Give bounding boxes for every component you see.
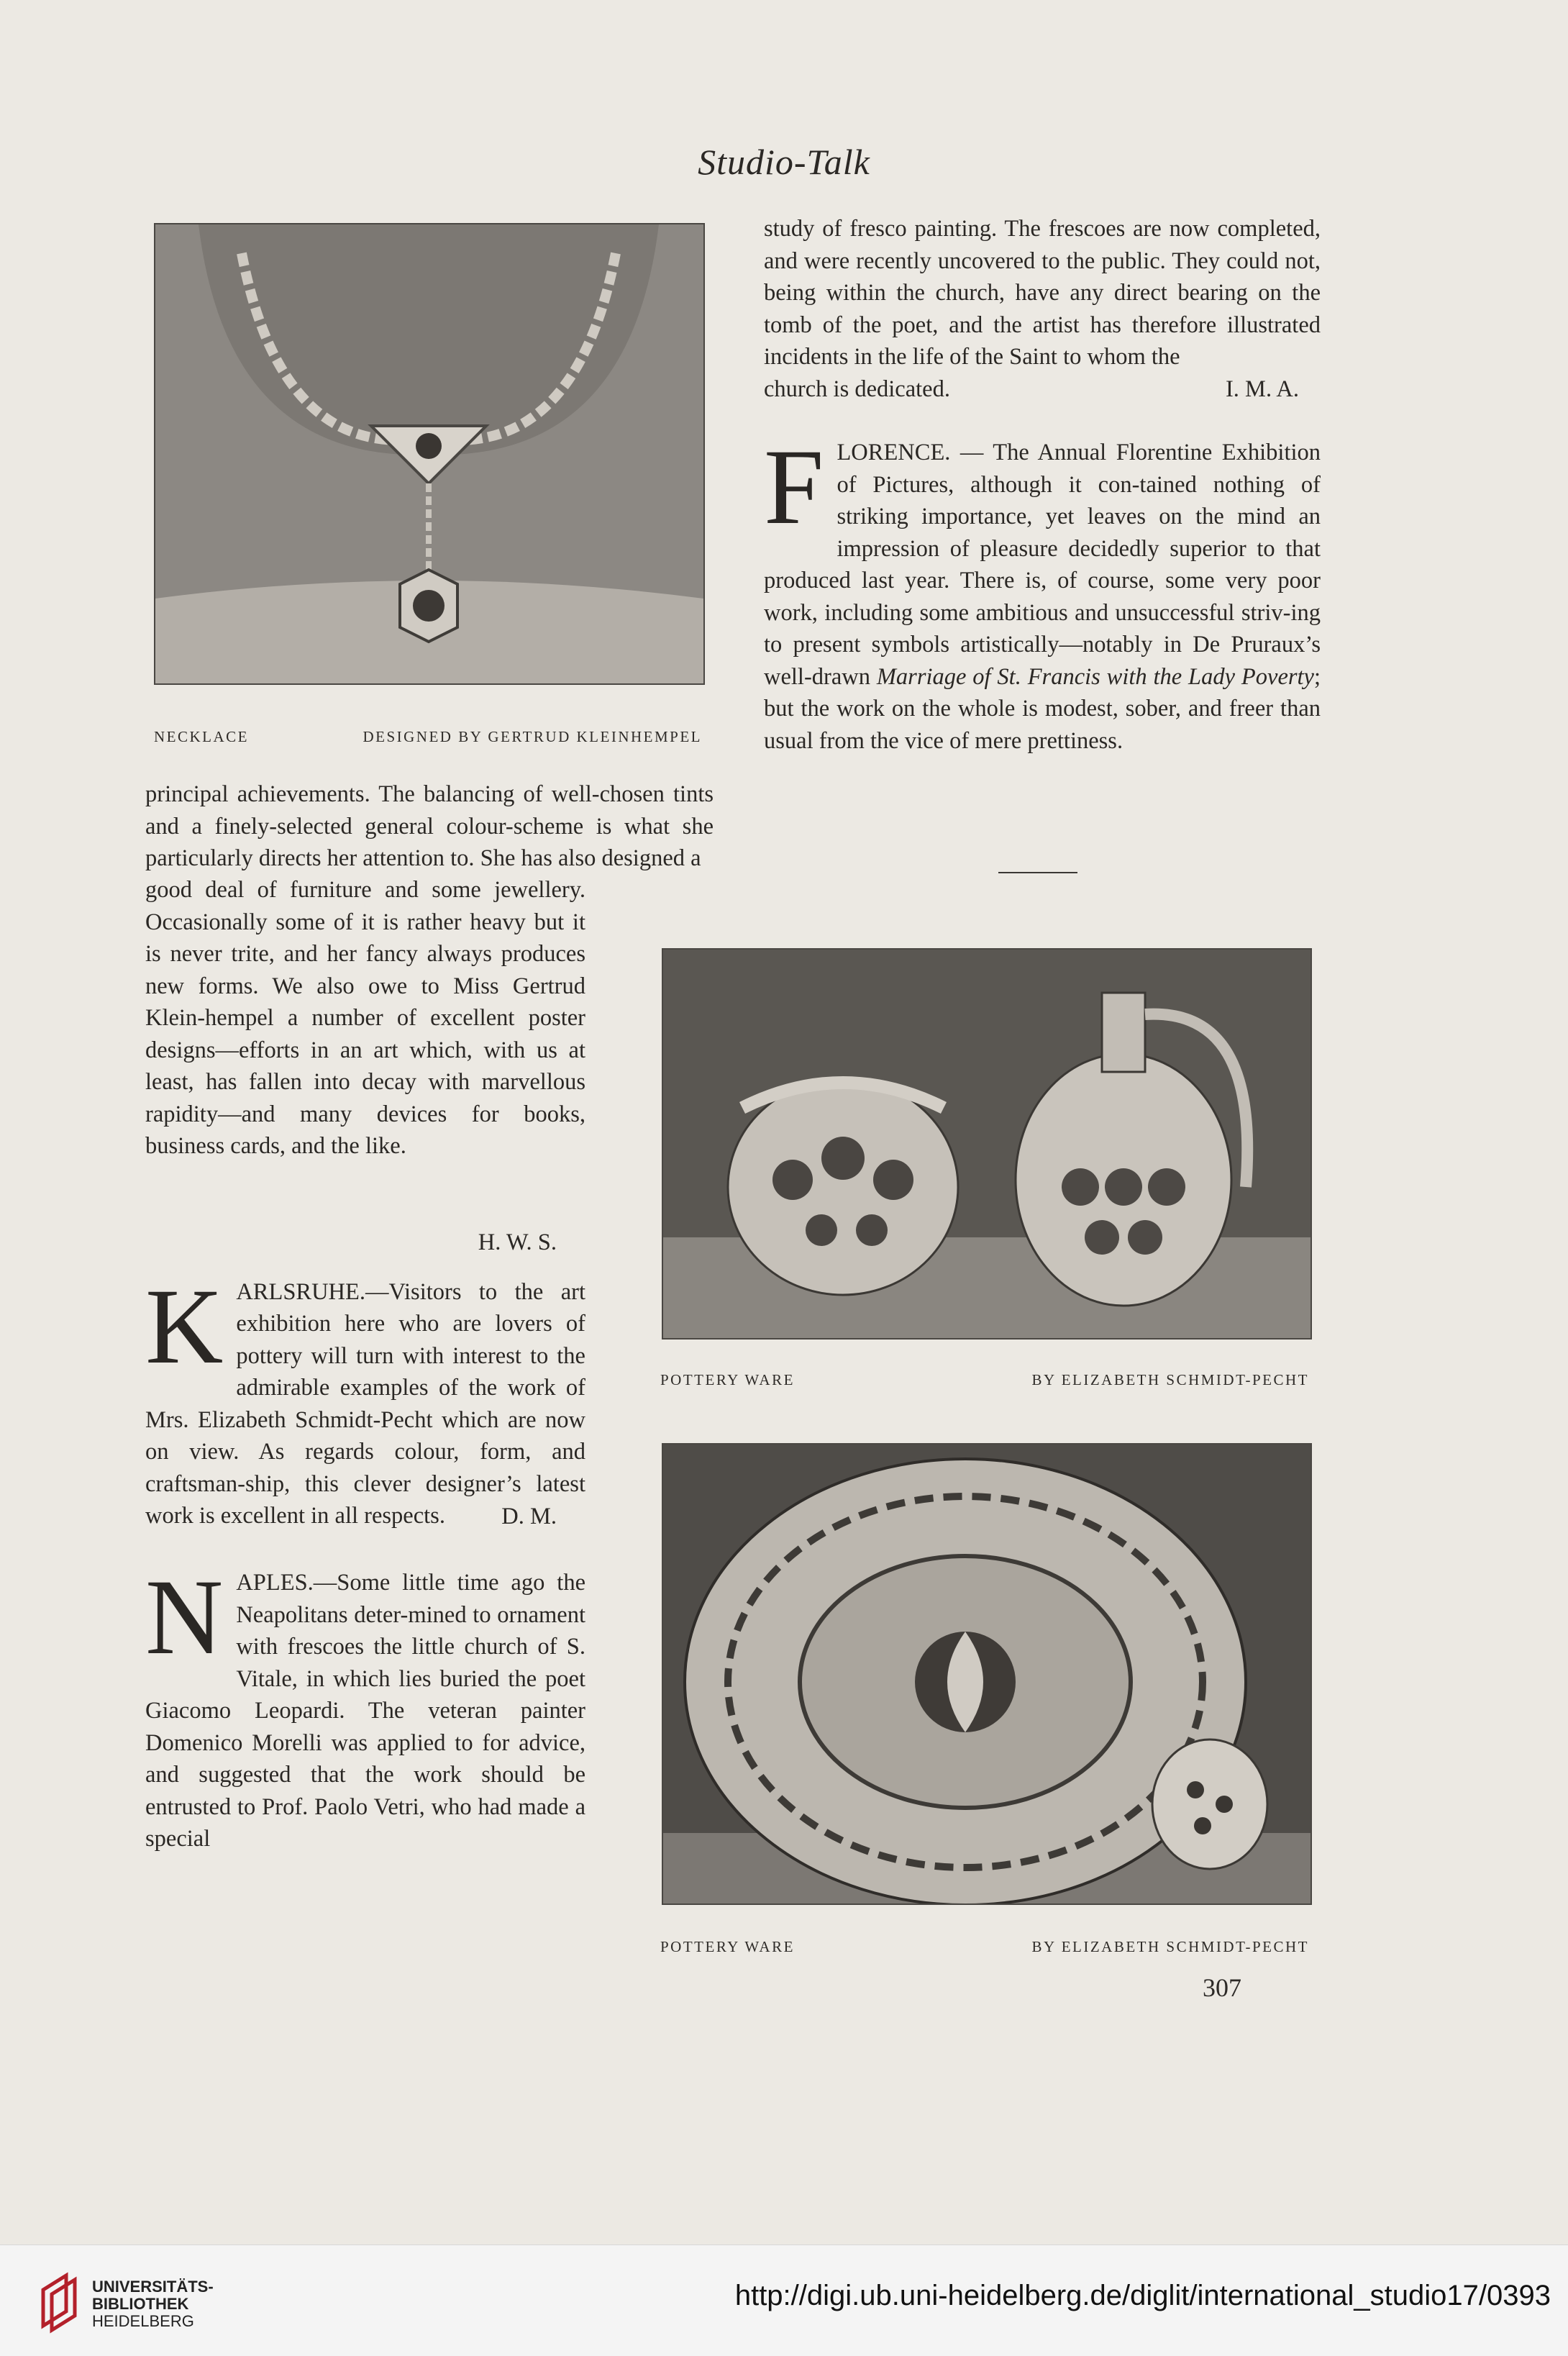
karlsruhe-paragraph: ARLSRUHE.—Visitors to the art exhibition here who are lovers of pottery will turn with interest to the admirable examples of the work of Mrs. Elizabeth Schmidt-Pecht which are now on view. As regards colour, form, and craftsman-ship, this clever designer’s latest work is excellent in all respects.	[145, 1278, 585, 1529]
kleinhempel-paragraph-narrow	[145, 874, 585, 1227]
necklace-caption	[154, 728, 702, 750]
naples-signature: I. M. A.	[1225, 376, 1299, 402]
florence-section	[764, 437, 1321, 757]
naples-closing-line	[764, 373, 1321, 406]
pottery-photo-plate	[662, 1443, 1312, 1905]
naples-continuation: study of fresco painting. The frescoes are now completed, and were recently uncovered to the public. They could not, being within the church, have any direct bearing on the tomb of the poet, and the artist has therefore illustrated incidents in the life of the Saint to whom the	[764, 216, 1321, 370]
library-name-line-3: HEIDELBERG	[92, 2312, 194, 2330]
pottery-caption-2	[660, 1938, 1309, 1960]
pottery-caption-2-credit: BY ELIZABETH SCHMIDT-PECHT	[1031, 1938, 1309, 1955]
florence-drop-cap: F	[764, 437, 824, 547]
source-url-link[interactable]: http://digi.ub.uni-heidelberg.de/diglit/international_studio17/0393	[734, 2280, 1551, 2311]
necklace-caption-title: NECKLACE	[154, 728, 249, 745]
karlsruhe-signature: D. M.	[501, 1503, 557, 1529]
florence-text-a: LORENCE. — The Annual Florentine Exhibition of Pictures, although it con-tained nothing of striking importance, yet leaves on the mind an impression of pleasure decidedly superior to that produced last year. There is, of course, some very poor work, including some ambitious and unsuccessful striv-ing to present symbols artistically—notably in De Pruraux’s well-drawn	[764, 440, 1321, 690]
left-column-narrow	[145, 874, 585, 1855]
page-number: 307	[1203, 1973, 1241, 2002]
pottery-caption-2-title: POTTERY WARE	[660, 1938, 795, 1955]
naples-paragraph: APLES.—Some little time ago the Neapolitans deter-mined to ornament with frescoes the little church of S. Vitale, in which lies buried the poet Giacomo Leopardi. The veteran painter Domenico Morelli was applied to for advice, and suggested that the work should be entrusted to Prof. Paolo Vetri, who had made a special	[145, 1570, 585, 1852]
pottery-caption-1-credit: BY ELIZABETH SCHMIDT-PECHT	[1031, 1371, 1309, 1388]
right-column	[764, 213, 1321, 757]
kleinhempel-paragraph-wide	[145, 778, 714, 874]
digitization-footer	[0, 2244, 1568, 2356]
running-head: Studio-Talk	[698, 142, 870, 182]
kleinhempel-continuation: good deal of furniture and some jewellery. Occasionally some of it is rather heavy but it is never trite, and her fancy always produces new forms. We also owe to Miss Gertrud Klein-hempel a number of excellent poster designs—efforts in an art which, with us at least, has fallen into decay with marvellous rapidity—and many devices for books, business cards, and the like.	[145, 877, 585, 1159]
naples-last-line: church is dedicated.	[764, 376, 950, 402]
library-name	[92, 2278, 214, 2330]
library-logo-icon	[37, 2261, 83, 2340]
pottery-caption-1-title: POTTERY WARE	[660, 1371, 795, 1388]
kleinhempel-paragraph-text: principal achievements. The balancing of well-chosen tints and a finely-selected general colour-scheme is what she particularly directs her attention to. She has also designed a	[145, 781, 714, 871]
left-column-text	[145, 778, 714, 874]
section-rule	[998, 872, 1077, 873]
library-name-line-1: UNIVERSITÄTS-	[92, 2278, 214, 2296]
pottery-caption-1	[660, 1371, 1309, 1393]
pottery-photo-jars	[662, 948, 1312, 1340]
florence-painting-title: Marriage of St. Francis with the Lady Poverty	[876, 663, 1314, 690]
necklace-photo	[154, 223, 705, 685]
karlsruhe-drop-cap: K	[145, 1275, 224, 1386]
naples-section	[145, 1567, 585, 1855]
library-name-line-2: BIBLIOTHEK	[92, 2295, 189, 2313]
florence-paragraph	[764, 437, 1321, 757]
florence-text-b: ; but the work on the whole is modest, sober, and freer than usual from the vice of mere prettiness.	[764, 663, 1321, 754]
kleinhempel-signature: H. W. S.	[478, 1229, 557, 1255]
karlsruhe-section	[145, 1276, 585, 1533]
necklace-caption-credit: DESIGNED BY GERTRUD KLEINHEMPEL	[363, 728, 702, 745]
naples-drop-cap: N	[145, 1567, 224, 1677]
